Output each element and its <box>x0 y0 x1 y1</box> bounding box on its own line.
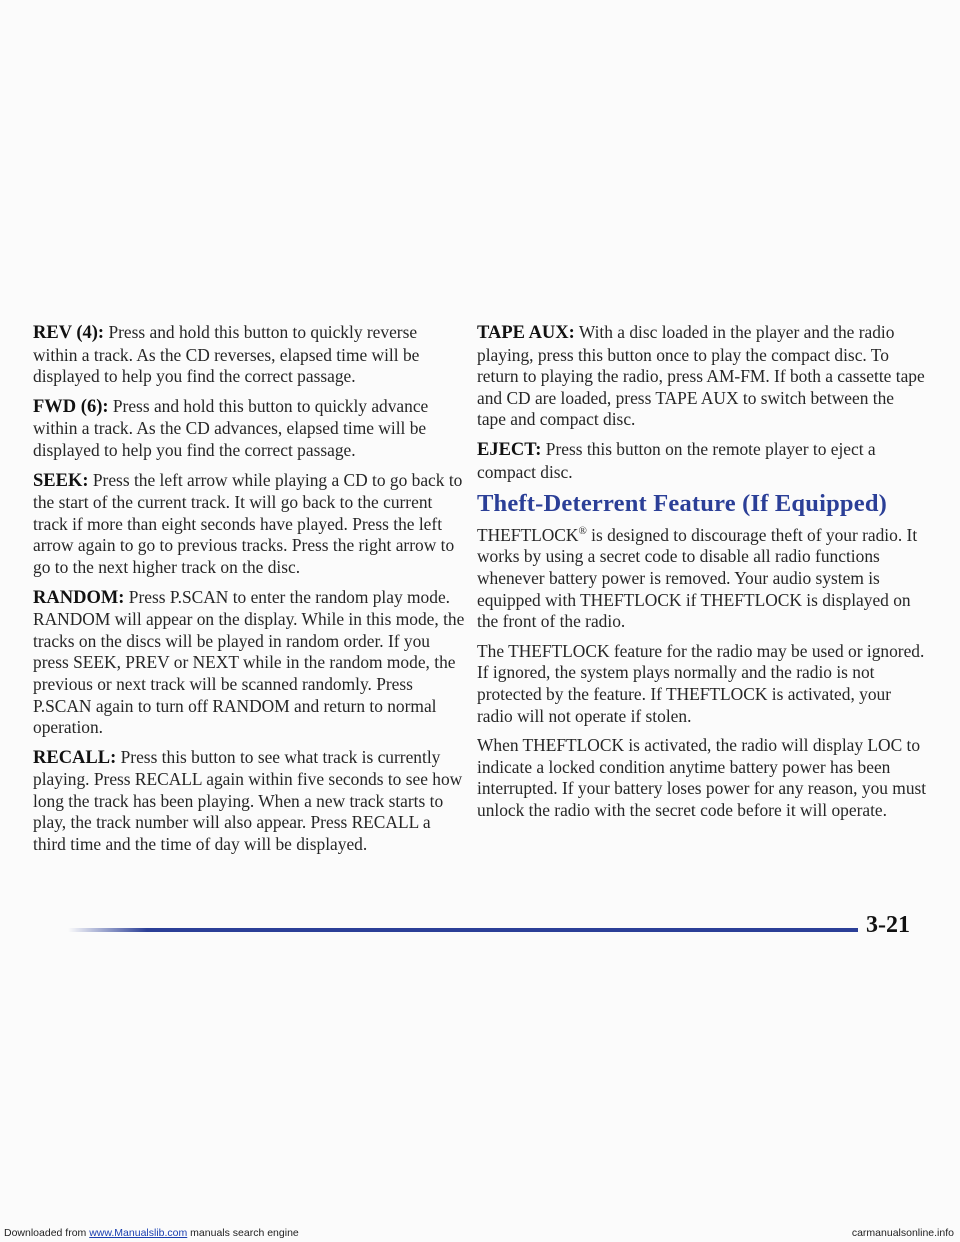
seek-text: Press the left arrow while playing a CD to go back to the start of the current track. It will go back to the current track if more than eight seconds have played. Press the left arrow again to go to previous tracks. Press the right arrow to go to the next higher track on the disc. <box>33 469 463 577</box>
random-term: RANDOM: <box>33 587 125 608</box>
tape-aux-term: TAPE AUX: <box>477 323 575 343</box>
footer-watermark: carmanualsonline.info <box>851 1227 954 1239</box>
random-paragraph <box>33 587 465 739</box>
tape-aux-paragraph <box>477 322 927 431</box>
fwd-text: Press and hold this button to quickly advance within a track. As the CD advances, elapsed time will be displayed to help you find the correct passage. <box>33 395 429 460</box>
eject-term: EJECT: <box>477 439 542 460</box>
manualslib-link[interactable]: www.Manualslib.com <box>89 1227 188 1239</box>
registered-mark: ® <box>578 524 587 537</box>
page-number: 3-21 <box>866 912 910 938</box>
seek-paragraph <box>33 470 465 579</box>
left-column <box>33 322 465 864</box>
rev-text: Press and hold this button to quickly reverse within a track. As the CD reverses, elapsed time will be displayed to help you find the correct passage. <box>33 322 420 387</box>
recall-text: Press this button to see what track is currently playing. Press RECALL again within five seconds to see how long the track has been playing. When a new track starts to play, the track number will also appear. Press RECALL a third time and the time of day will be displayed. <box>33 746 463 855</box>
theftlock-word: THEFTLOCK <box>477 524 579 545</box>
rev-term: REV (4): <box>33 323 105 343</box>
seek-term: SEEK: <box>33 470 89 491</box>
footer-suffix: manuals search engine <box>187 1227 299 1239</box>
eject-text: Press this button on the remote player to eject a compact disc. <box>477 438 876 482</box>
tape-aux-text: With a disc loaded in the player and the radio playing, press this button once to play the compact disc. To return to playing the radio, press AM-FM. If both a cassette tape and CD are loaded, press TAPE AUX to switch between the tape and compact disc. <box>477 322 925 430</box>
eject-paragraph <box>477 439 927 483</box>
theftlock-intro-text: is designed to discourage theft of your radio. It works by using a secret code to disable all radio functions whenever battery power is removed. Your audio system is equipped with THEFTLOCK if THEFTLOCK is displayed on the front of the radio. <box>477 524 918 632</box>
theftlock-intro-paragraph <box>477 525 927 633</box>
footer <box>0 1227 960 1242</box>
page-rule <box>68 928 858 934</box>
theftlock-activated-paragraph: When THEFTLOCK is activated, the radio will display LOC to indicate a locked condition anytime battery power has been interrupted. If your battery loses power for any reason, you must unlock the radio with the secret code before it will operate. <box>477 735 927 820</box>
recall-paragraph <box>33 747 465 856</box>
page-rule-line <box>68 928 858 932</box>
rev-paragraph <box>33 322 465 388</box>
fwd-term: FWD (6): <box>33 396 109 417</box>
recall-term: RECALL: <box>33 747 117 768</box>
footer-prefix: Downloaded from <box>4 1227 90 1239</box>
theftlock-usage-paragraph: The THEFTLOCK feature for the radio may be used or ignored. If ignored, the system plays normally and the radio is not protected by the feature. If THEFTLOCK is activated, your radio will not operate if stolen. <box>477 640 925 726</box>
fwd-paragraph <box>33 396 465 462</box>
footer-download-note <box>4 1227 299 1239</box>
right-column <box>477 322 927 829</box>
random-text: Press P.SCAN to enter the random play mode. RANDOM will appear on the display. While in this mode, the tracks on the discs will be played in random order. If you press SEEK, PREV or NEXT while in the random mode, the previous or next track will be scanned randomly. Press P.SCAN again to turn off RANDOM and return to normal operation. <box>33 586 465 738</box>
section-title: Theft-Deterrent Feature (If Equipped) <box>477 490 887 518</box>
